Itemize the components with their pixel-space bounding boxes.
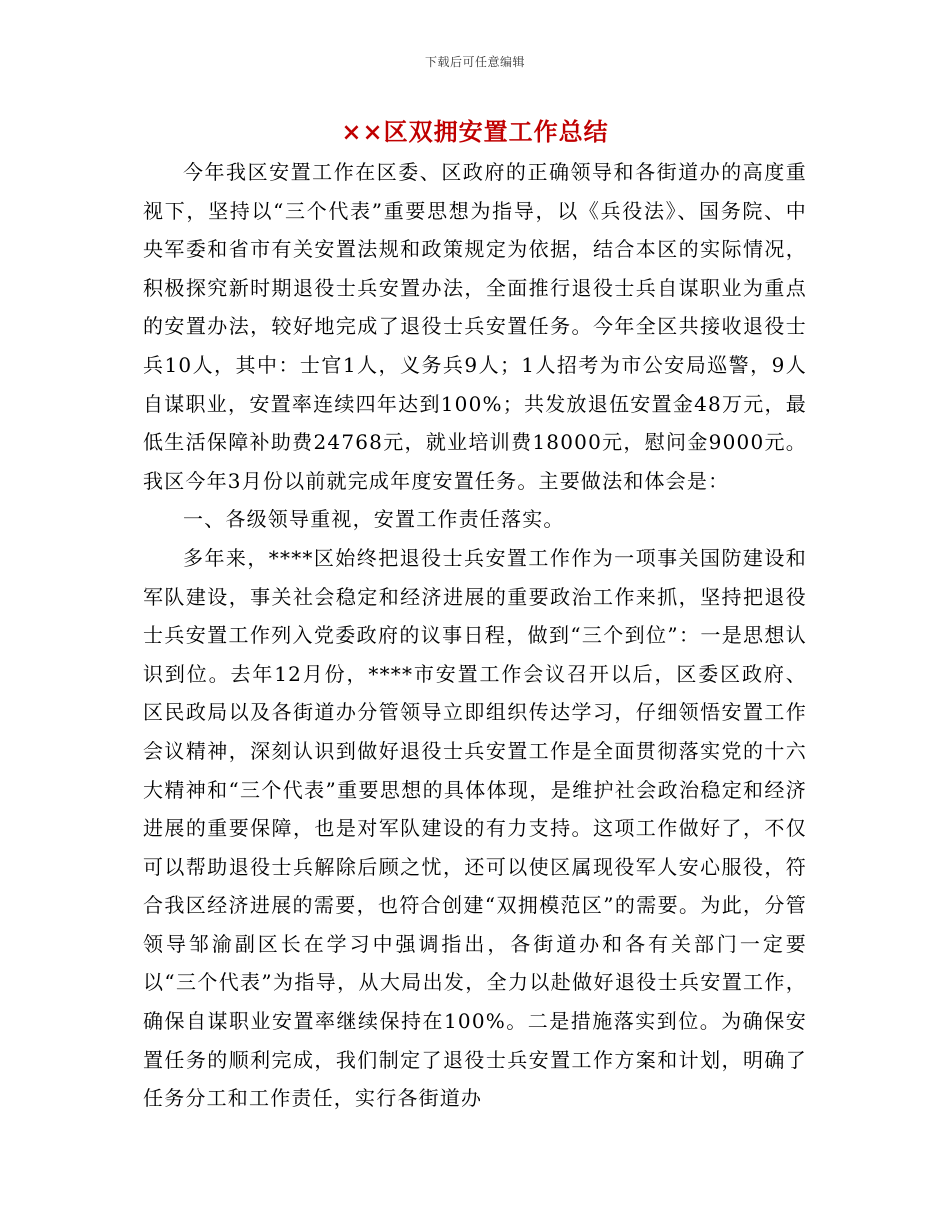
paragraph-intro: 今年我区安置工作在区委、区政府的正确领导和各街道办的高度重视下，坚持以“三个代表”重要思想为指导，以《兵役法》、国务院、中央军委和省市有关安置法规和政策规定为依据，结合本区的实际情况，积极探究新时期退役士兵安置办法，全面推行退役士兵自谋职业为重点的安置办法，较好地完成了退役士兵安置任务。今年全区共接收退役士兵10人，其中：士官1人，义务兵9人；1人招考为市公安局巡警，9人自谋职业，安置率连续四年达到100%；共发放退伍安置金48万元，最低生活保障补助费24768元，就业培训费18000元，慰问金9000元。我区今年3月份以前就完成年度安置任务。主要做法和体会是： xyxy=(143,160,807,493)
paragraph-details: 多年来，****区始终把退役士兵安置工作作为一项事关国防建设和军队建设，事关社会稳定和经济进展的重要政治工作来抓，坚持把退役士兵安置工作列入党委政府的议事日程，做到“三个到位”：一是思想认识到位。去年12月份，****市安置工作会议召开以后，区委区政府、区民政局以及各街道办分管领导立即组织传达学习，仔细领悟安置工作会议精神，深刻认识到做好退役士兵安置工作是全面贯彻落实党的十六大精神和“三个代表”重要思想的具体体现，是维护社会政治稳定和经济进展的重要保障，也是对军队建设的有力支持。这项工作做好了，不仅可以帮助退役士兵解除后顾之忧，还可以使区属现役军人安心服役，符合我区经济进展的需要，也符合创建“双拥模范区”的需要。为此，分管领导邹渝副区长在学习中强调指出，各街道办和各有关部门一定要以“三个代表”为指导，从大局出发，全力以赴做好退役士兵安置工作，确保自谋职业安置率继续保持在100%。二是措施落实到位。为确保安置任务的顺利完成，我们制定了退役士兵安置工作方案和计划，明确了任务分工和工作责任，实行各街道办 xyxy=(143,545,807,1111)
document-body xyxy=(143,153,807,1118)
header-note: 下载后可任意编辑 xyxy=(424,55,525,69)
paragraph-section-heading: 一、各级领导重视，安置工作责任落实。 xyxy=(183,507,565,532)
document-title: ××区双拥安置工作总结 xyxy=(341,117,609,146)
